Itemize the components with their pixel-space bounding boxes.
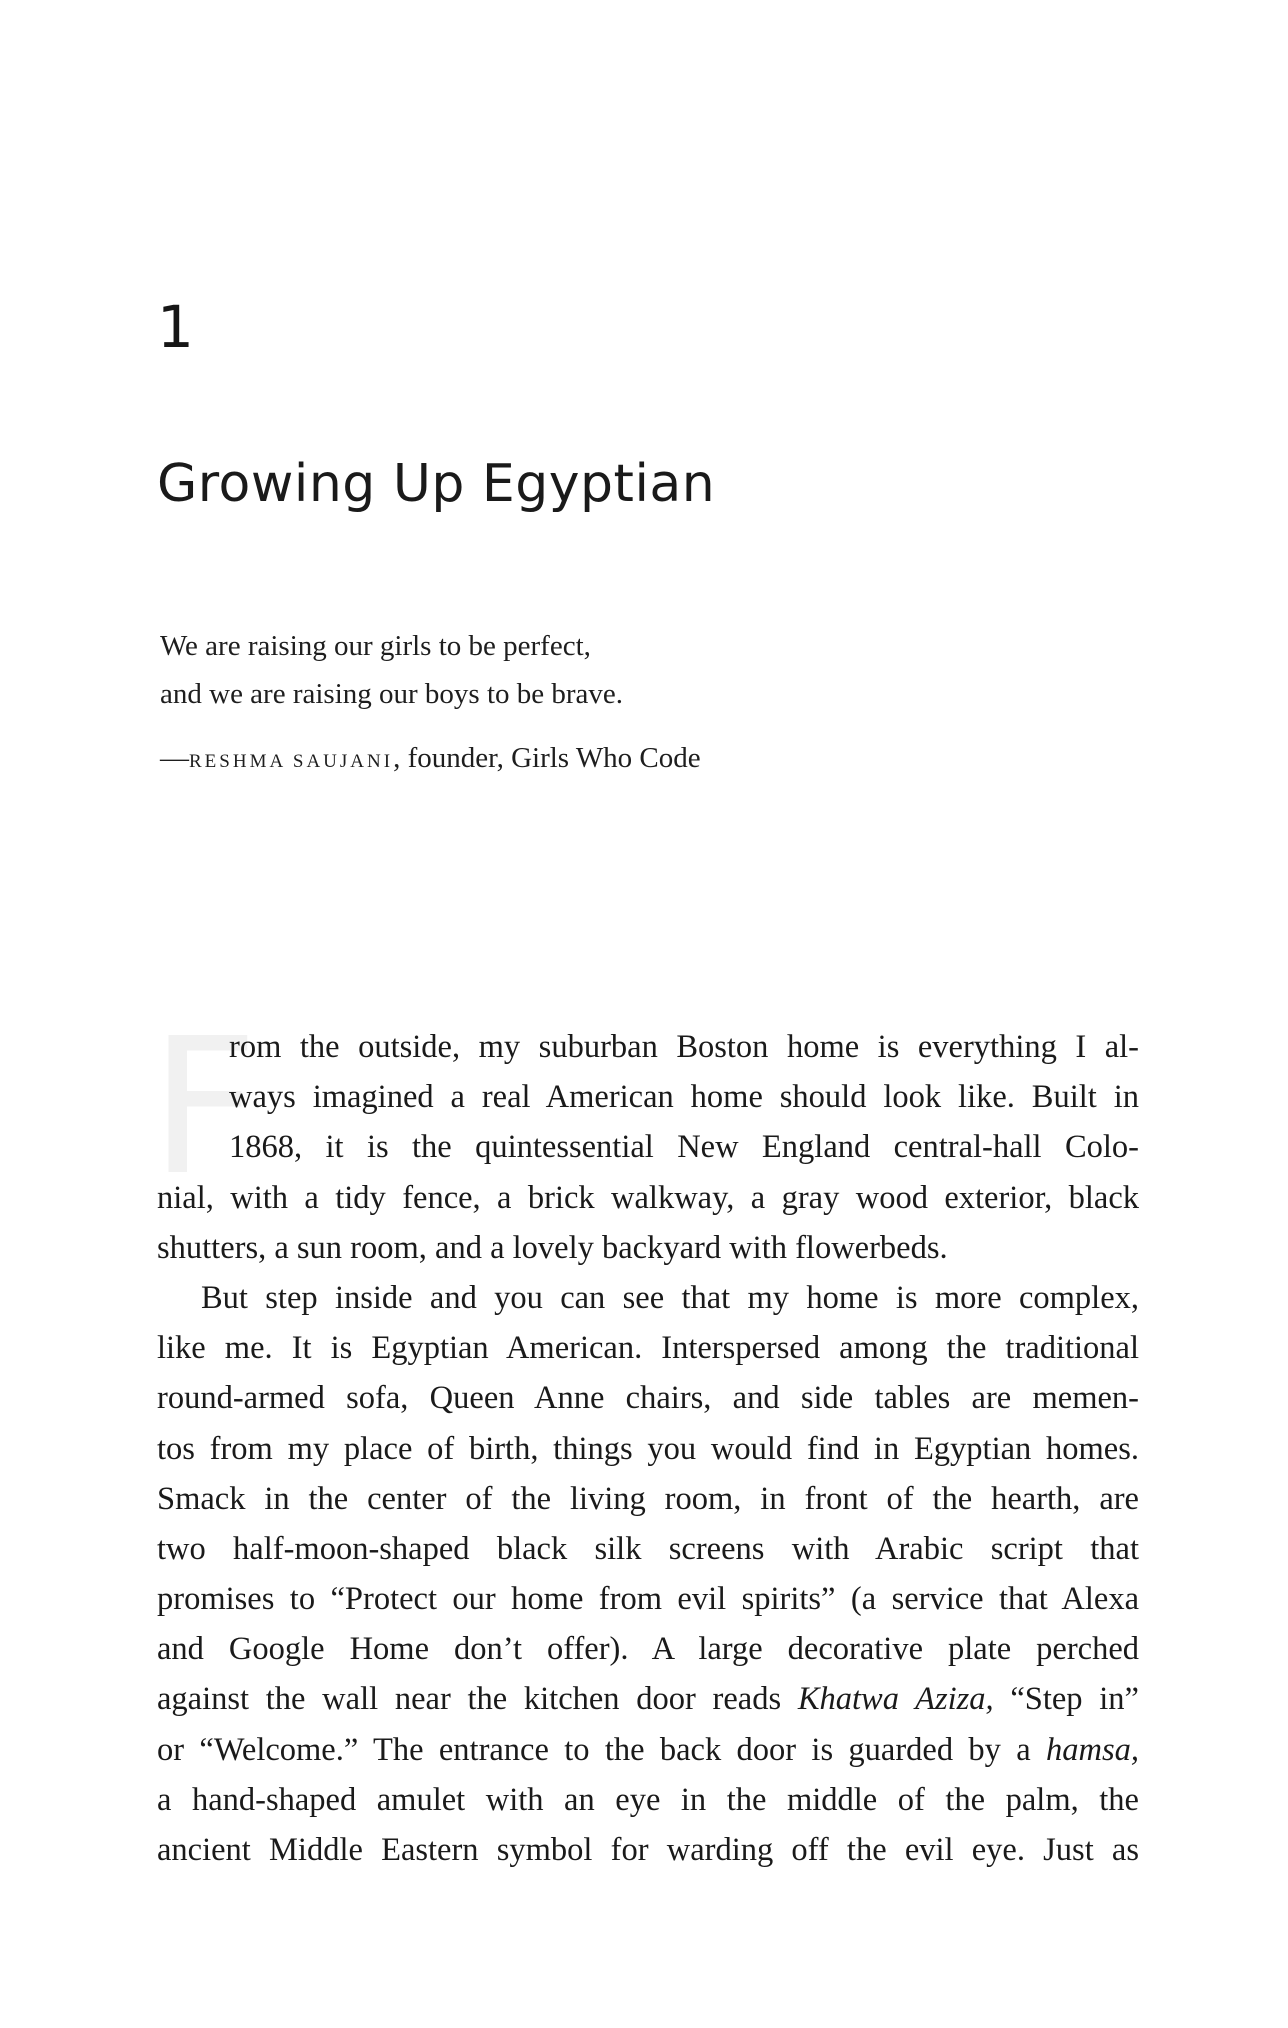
epigraph — [160, 622, 1060, 718]
attribution-rest: , founder, Girls Who Code — [393, 742, 701, 774]
body-line: Smack in the center of the living room, in front of the hearth, are — [157, 1480, 1139, 1517]
chapter-number: 1 — [157, 293, 194, 361]
body-line: But step inside and you can see that my home is more complex, — [201, 1279, 1139, 1316]
attribution-name: RESHMA SAUJANI — [189, 751, 394, 772]
chapter-title: Growing Up Egyptian — [157, 454, 716, 514]
epigraph-attribution — [160, 738, 701, 782]
italic-phrase: Khatwa Aziza, — [797, 1681, 994, 1718]
body-line: shutters, a sun room, and a lovely backyard with flowerbeds. — [157, 1229, 948, 1266]
body-line: tos from my place of birth, things you would find in Egyptian homes. — [157, 1430, 1139, 1467]
epigraph-line: We are raising our girls to be perfect, — [160, 630, 591, 662]
body-line: like me. It is Egyptian American. Interspersed among the traditional — [157, 1330, 1139, 1367]
epigraph-line: and we are raising our boys to be brave. — [160, 678, 624, 710]
body-line: 1868, it is the quintessential New England central-hall Colo- — [229, 1129, 1139, 1166]
body-line — [157, 1725, 1139, 1775]
body-line-text: or “Welcome.” The entrance to the back door is guarded by a — [157, 1731, 1046, 1768]
body-line: a hand-shaped amulet with an eye in the middle of the palm, the — [157, 1781, 1139, 1818]
body-line — [157, 1674, 1139, 1724]
body-line: promises to “Protect our home from evil spirits” (a service that Alexa — [157, 1581, 1139, 1618]
italic-word: hamsa, — [1046, 1731, 1139, 1768]
body-line: and Google Home don’t offer). A large decorative plate perched — [157, 1631, 1139, 1668]
body-line: ways imagined a real American home should look like. Built in — [229, 1079, 1139, 1116]
body-line-text: against the wall near the kitchen door reads — [157, 1681, 798, 1718]
body-line: two half-moon-shaped black silk screens with Arabic script that — [157, 1530, 1139, 1567]
body-line: nial, with a tidy fence, a brick walkway, a gray wood exterior, black — [157, 1179, 1139, 1216]
body-line: rom the outside, my suburban Boston home is everything I al- — [229, 1029, 1139, 1065]
body-line: round-armed sofa, Queen Anne chairs, and side tables are memen- — [157, 1380, 1139, 1417]
body-text — [157, 1022, 1139, 1875]
drop-cap: F — [150, 998, 259, 1217]
attribution-dash: — — [160, 742, 189, 774]
body-line: ancient Middle Eastern symbol for warding off the evil eye. Just as — [157, 1832, 1139, 1868]
body-line-text: “Step in” — [993, 1681, 1139, 1718]
